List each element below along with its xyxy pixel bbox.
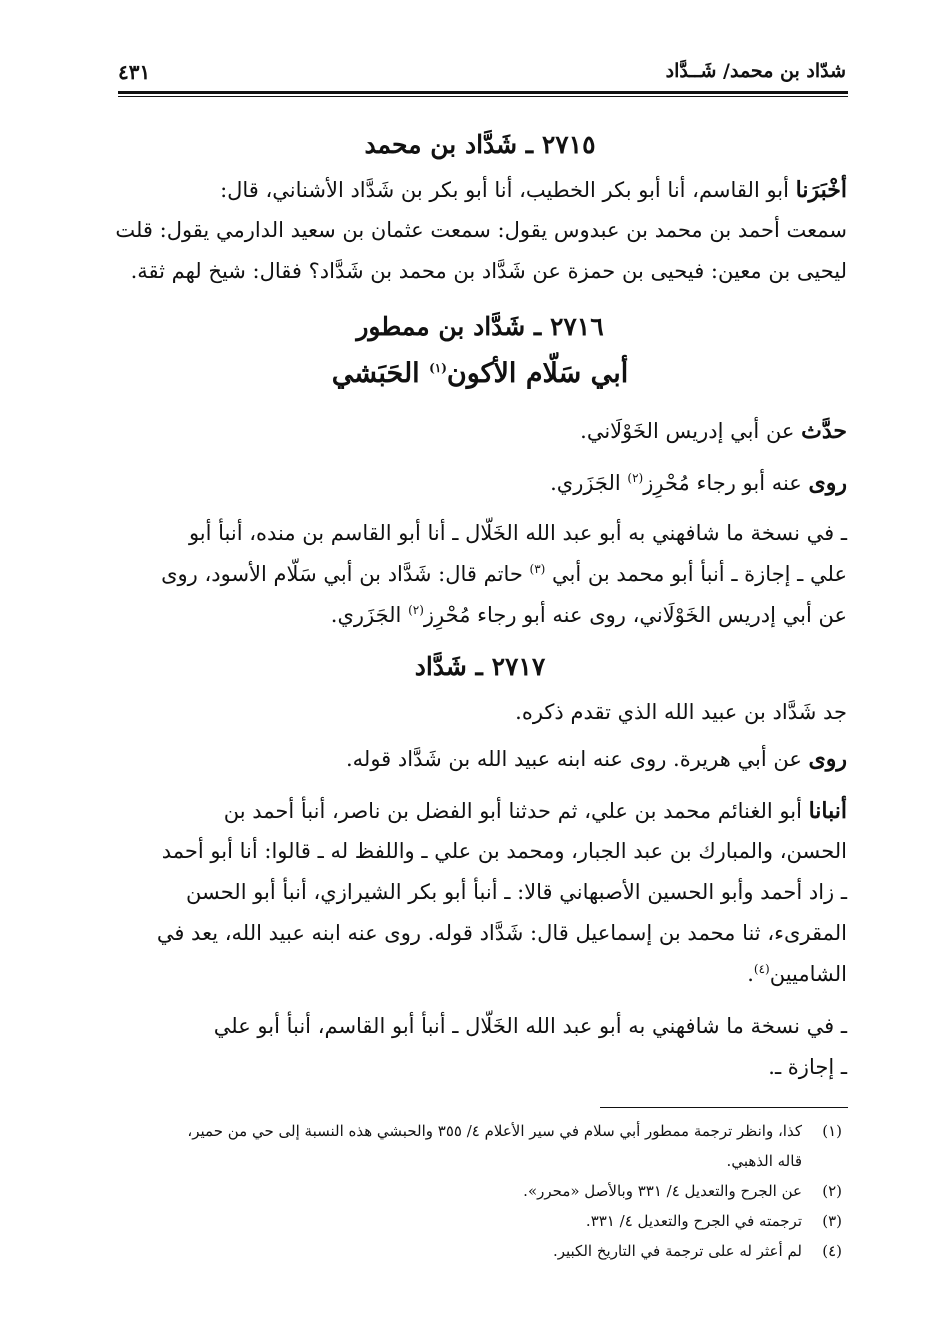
- entry-2717-anbana-line-2: الحسن، والمبارك بن عبد الجبار، ومحمد بن علي ـ واللفظ له ـ قالوا: أنا أبو أحمد: [161, 839, 847, 863]
- entry-2717-rawa: روى عن أبي هريرة. روى عنه ابنه عبيد الله بن شَدَّاد قوله.: [345, 746, 847, 772]
- entry-2716-heading: ٢٧١٦ ـ شَدَّاد بن ممطور: [356, 312, 604, 341]
- entry-2717-anbana-line-5: الشاميين$^{(٤)}$.: [747, 962, 847, 986]
- entry-2715-line-2: سمعت أحمد بن محمد بن عبدوس يقول: سمعت عثمان بن سعيد الدارمي يقول: قلت: [115, 218, 847, 242]
- entry-2717-jad: جد شَدَّاد بن عبيد الله الذي تقدم ذكره.: [515, 700, 847, 724]
- entry-2717-anbana-line-3: ـ زاد أحمد وأبو الحسين الأصبهاني قالا: ـ أنبأ أبو بكر الشيرازي، أنبأ أبو الحسن: [186, 880, 847, 904]
- entry-2716-subheading: أبي سَلّام الأكون$^{(١)}$ الحَبَشي: [331, 358, 629, 389]
- footnote-4: (٤)لم أعثر له على ترجمة في التاريخ الكبير.: [552, 1242, 842, 1260]
- footnote-ref-2: (٢): [627, 471, 644, 485]
- footnote-rule: [600, 1107, 848, 1108]
- entry-2716-nuskha-line-3: عن أبي إدريس الخَوْلَاني، روى عنه أبو رجاء مُحْرِز$^{(٢)}$ الجَزَري.: [330, 603, 847, 627]
- keyword-akhbarana: أخْبَرَنا: [795, 177, 847, 203]
- header-rule-thin: [118, 96, 848, 97]
- keyword-rawa-2: روى: [808, 746, 847, 772]
- entry-2717-anbana-line-1: أنبانا أبو الغنائم محمد بن علي، ثم حدثنا أبو الفضل بن ناصر، أنبأ أحمد بن: [223, 798, 847, 824]
- entry-2716-rawa: روى عنه أبو رجاء مُحْرِز$^{(٢)}$ الجَزَري.: [550, 470, 847, 496]
- footnote-1: (١)كذا، وانظر ترجمة ممطور أبي سلام في سير الأعلام ٤/ ٣٥٥ والحبشي هذه النسبة إلى حي من حمير،: [187, 1122, 842, 1140]
- entry-2717-heading: ٢٧١٧ ـ شَدَّاد: [414, 652, 546, 681]
- entry-2717-nuskha-line-1: ـ في نسخة ما شافهني به أبو عبد الله الخَلّال ـ أنبأ أبو القاسم، أنبأ أبو علي: [213, 1014, 847, 1038]
- entry-2717-anbana-line-4: المقرىء، ثنا محمد بن إسماعيل قال: شَدَّاد قوله. روى عنه ابنه عبيد الله، يعد في: [156, 921, 847, 945]
- keyword-anbana: أنبانا: [808, 798, 847, 824]
- entry-2715-heading: ٢٧١٥ ـ شَدَّاد بن محمد: [364, 130, 596, 159]
- footnote-2: (٢)عن الجرح والتعديل ٤/ ٣٣١ وبالأصل «محرر».: [523, 1182, 842, 1200]
- entry-2715-line-1: أخْبَرَنا أبو القاسم، أنا أبو بكر الخطيب، أنا أبو بكر بن شَدَّاد الأشناني، قال:: [220, 177, 847, 203]
- entry-2716-nuskha-line-1: ـ في نسخة ما شافهني به أبو عبد الله الخَلّال ـ أنا أبو القاسم بن منده، أنبأ أبو: [188, 521, 847, 545]
- running-title: شدّاد بن محمد/ شَــدَّاد: [665, 60, 846, 82]
- keyword-rawa: روى: [808, 470, 847, 496]
- footnote-3: (٣)ترجمته في الجرح والتعديل ٤/ ٣٣١.: [585, 1212, 842, 1230]
- entry-2717-nuskha-line-2: ـ إجازة ـ.: [768, 1055, 847, 1079]
- footnote-ref-1: (١): [429, 361, 447, 375]
- page-number: ٤٣١: [118, 60, 151, 84]
- entry-2716-hadath: حدَّث عن أبي إدريس الخَوْلَاني.: [580, 418, 847, 444]
- entry-2715-line-3: ليحيى بن معين: فيحيى بن حمزة عن شَدَّاد بن محمد بن شَدَّاد؟ فقال: شيخ لهم ثقة.: [130, 259, 847, 283]
- entry-2716-nuskha-line-2: علي ـ إجازة ـ أنبأ أبو محمد بن أبي $^{(٣)}$ حاتم قال: شَدَّاد بن أبي سَلّام الأسود، روى: [161, 562, 847, 586]
- header-rule: [118, 91, 848, 94]
- footnote-ref-2b: (٢): [408, 603, 424, 617]
- footnote-ref-4: (٤): [753, 962, 770, 976]
- keyword-haddath: حدَّث: [801, 418, 847, 444]
- footnote-1-cont: قاله الذهبي.: [726, 1152, 802, 1170]
- footnote-ref-3: (٣): [529, 562, 546, 576]
